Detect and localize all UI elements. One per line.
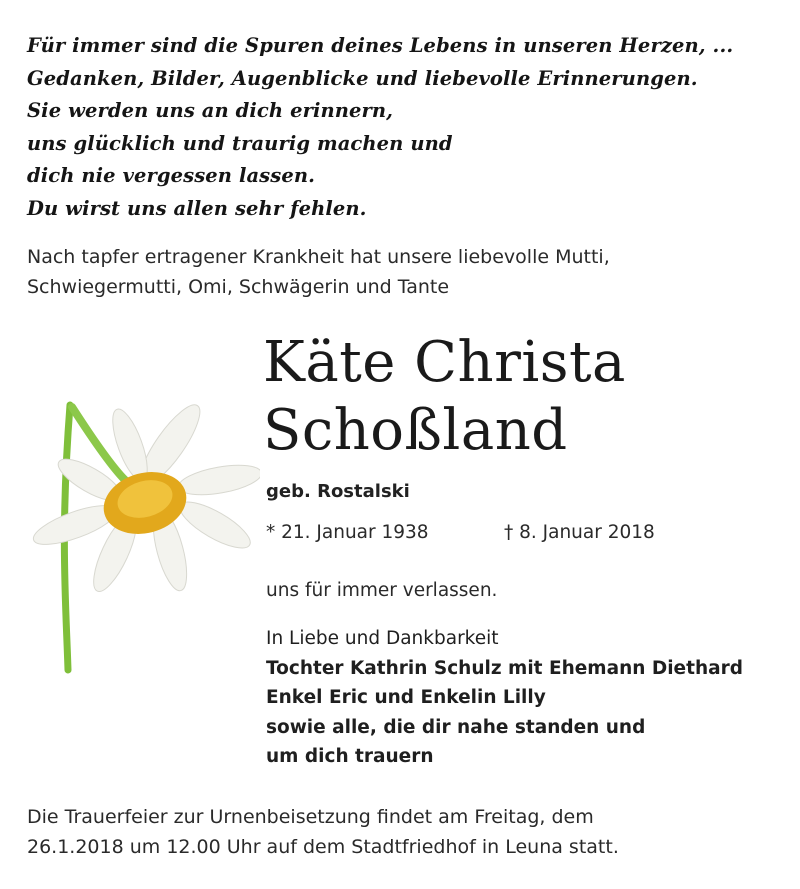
- service-line: Die Trauerfeier zur Urnenbeisetzung findet am Freitag, dem: [27, 806, 594, 828]
- name-line: Schoßland: [263, 398, 568, 463]
- service-line: 26.1.2018 um 12.00 Uhr auf dem Stadtfriedhof in Leuna statt.: [27, 836, 619, 858]
- mourners-list: [266, 624, 743, 772]
- daisy-flower-image: [20, 385, 260, 685]
- intro-line: Nach tapfer ertragener Krankheit hat unsere liebevolle Mutti,: [27, 246, 610, 268]
- verse-line: Gedanken, Bilder, Augenblicke und liebevolle Erinnerungen.: [27, 66, 698, 90]
- memorial-verse: [27, 30, 733, 225]
- passed-away-text: uns für immer verlassen.: [266, 580, 498, 601]
- verse-line: dich nie vergessen lassen.: [27, 164, 316, 187]
- birth-date: * 21. Januar 1938: [266, 522, 429, 543]
- funeral-service-info: [27, 802, 619, 862]
- name-line: Käte Christa: [263, 330, 626, 395]
- mourner-line: Enkel Eric und Enkelin Lilly: [266, 687, 546, 708]
- mourner-line: um dich trauern: [266, 746, 434, 767]
- verse-line: uns glücklich und traurig machen und: [27, 131, 453, 155]
- deceased-name: [263, 329, 626, 465]
- mourner-line: Tochter Kathrin Schulz mit Ehemann Diethard: [266, 657, 743, 679]
- maiden-name: geb. Rostalski: [266, 481, 410, 502]
- mourner-line: sowie alle, die dir nahe standen und: [266, 716, 646, 738]
- death-date: † 8. Januar 2018: [504, 522, 655, 543]
- verse-line: Du wirst uns allen sehr fehlen.: [27, 196, 367, 220]
- verse-line: Sie werden uns an dich erinnern,: [27, 99, 394, 122]
- life-dates: [266, 522, 655, 543]
- verse-line: Für immer sind die Spuren deines Lebens in unseren Herzen, ...: [27, 34, 734, 57]
- mourners-intro: In Liebe und Dankbarkeit: [266, 628, 499, 649]
- intro-line: Schwiegermutti, Omi, Schwägerin und Tante: [27, 276, 450, 298]
- intro-text: [27, 242, 610, 302]
